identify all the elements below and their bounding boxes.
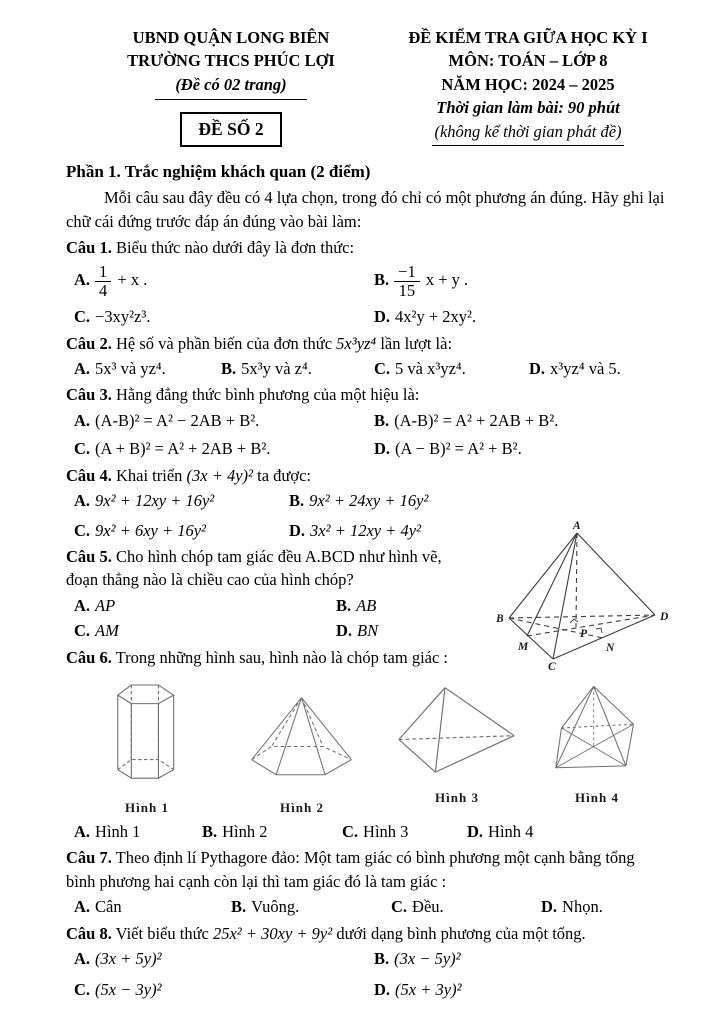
option-c	[391, 895, 541, 918]
question-6-figures	[72, 678, 667, 818]
exam-year: NĂM HỌC: 2024 – 2025	[441, 74, 615, 94]
fraction-denominator: 15	[398, 281, 416, 301]
exam-duration: Thời gian làm bài: 90 phút	[436, 98, 620, 118]
option-label: A.	[74, 595, 91, 615]
question-5-options	[74, 594, 474, 643]
option-text: (3x + 5y)²	[95, 949, 162, 969]
option-label: C.	[74, 307, 91, 327]
vertex-label-d: D	[660, 610, 669, 623]
option-d	[374, 305, 667, 328]
option-text: (A − B)² = A² + B².	[395, 439, 522, 459]
option-label: D.	[374, 439, 391, 459]
option-label: C.	[391, 897, 408, 917]
question-number: Câu 7.	[66, 848, 112, 868]
question-number: Câu 5.	[66, 546, 112, 566]
fraction-numerator: 1	[95, 264, 111, 283]
tetrahedron-figure	[397, 680, 517, 776]
option-a	[74, 594, 336, 617]
option-label: B.	[221, 359, 237, 378]
question-1	[66, 236, 667, 329]
figure-hinh-3	[382, 680, 532, 808]
question-8-stem	[66, 922, 667, 945]
figure-caption: Hình 1	[125, 800, 169, 816]
option-a	[74, 489, 289, 512]
figure-caption: Hình 2	[280, 800, 324, 816]
question-number: Câu 2.	[66, 333, 112, 353]
option-label: C.	[74, 621, 91, 641]
question-math: (3x + 4y)²	[186, 465, 253, 485]
question-8	[66, 922, 667, 1002]
option-a	[74, 357, 221, 380]
option-c	[74, 619, 336, 642]
option-text: −3xy²z³.	[95, 307, 151, 327]
option-text: Đều.	[412, 897, 444, 917]
question-2-options	[74, 357, 667, 380]
question-7-stem	[66, 846, 667, 893]
question-math: 25x² + 30xy + 9y²	[212, 923, 333, 943]
option-label: A.	[74, 949, 91, 969]
option-d	[467, 820, 667, 843]
part1-intro: Mỗi câu sau đây đều có 4 lựa chọn, trong đó chỉ có một phương án đúng. Hãy ghi lại chữ cái đứng trước đáp án đúng vào bài làm:	[66, 188, 665, 231]
question-8-options	[74, 947, 667, 1002]
option-b	[336, 594, 474, 617]
option-label: B.	[231, 897, 247, 917]
option-d	[374, 978, 667, 1001]
option-c	[74, 305, 374, 328]
figure-hinh-2	[222, 692, 382, 818]
question-3-stem	[66, 383, 667, 406]
option-label: D.	[541, 897, 558, 917]
question-2	[66, 332, 667, 381]
exam-code-row	[106, 100, 356, 147]
option-d	[336, 619, 474, 642]
question-6-options	[74, 820, 667, 843]
question-1-options	[74, 262, 667, 329]
option-text: Hình 3	[363, 821, 409, 841]
option-label: B.	[289, 491, 305, 511]
option-b	[221, 357, 374, 380]
option-text: AP	[95, 595, 116, 615]
vertex-label-p: P	[580, 627, 588, 640]
question-7	[66, 846, 667, 918]
question-3	[66, 383, 667, 460]
school-name: TRƯỜNG THCS PHÚC LỢI	[127, 51, 335, 71]
exam-code-box: ĐỀ SỐ 2	[180, 112, 281, 147]
option-label: D.	[289, 520, 306, 540]
option-text: AM	[95, 621, 119, 641]
option-label: C.	[74, 520, 91, 540]
question-text: lần lượt là:	[380, 333, 453, 353]
option-text: Cân	[95, 897, 122, 917]
option-text: Hình 2	[222, 821, 268, 841]
option-text: 4x²y + 2xy².	[395, 307, 477, 327]
question-4-stem	[66, 464, 667, 487]
school-board: UBND QUẬN LONG BIÊN	[132, 28, 330, 47]
option-label: B.	[202, 821, 218, 841]
hexagonal-prism-figure	[111, 678, 183, 786]
exam-title: ĐỀ KIỂM TRA GIỮA HỌC KỲ I	[408, 28, 648, 47]
option-b	[374, 947, 667, 970]
option-label: B.	[374, 949, 390, 969]
question-number: Câu 1.	[66, 238, 112, 258]
square-pyramid-figure	[552, 680, 642, 776]
question-text: Khai triển	[115, 465, 183, 485]
header-left-block	[106, 26, 356, 147]
option-text: Hình 4	[488, 821, 534, 841]
option-label: B.	[336, 595, 352, 615]
vertex-label-n: N	[606, 641, 615, 654]
option-label: C.	[374, 359, 391, 378]
option-a	[74, 262, 374, 301]
option-d	[529, 357, 667, 380]
vertex-label-a: A	[573, 519, 581, 532]
option-d	[374, 437, 667, 460]
option-text: 5x³ và yz⁴.	[95, 359, 166, 378]
option-label: C.	[342, 821, 359, 841]
option-a	[74, 409, 374, 432]
question-text: Cho hình chóp tam giác đều A.BCD như hình vẽ, đoạn thẳng nào là chiều cao của hình chóp?	[66, 546, 442, 590]
option-d	[541, 895, 667, 918]
question-text: Viết biểu thức	[115, 923, 209, 943]
option-label: D.	[467, 821, 484, 841]
option-text: 3x² + 12xy + 4y²	[310, 520, 422, 540]
question-number: Câu 8.	[66, 923, 112, 943]
hexagonal-pyramid-figure	[247, 692, 357, 786]
option-text: 9x² + 12xy + 16y²	[95, 491, 215, 511]
option-b	[202, 820, 342, 843]
question-text: ta được:	[257, 465, 311, 485]
option-label: D.	[374, 307, 391, 327]
option-text: BN	[357, 621, 379, 641]
fraction-numerator: −1	[394, 264, 420, 283]
question-text: dưới dạng bình phương của một tổng.	[336, 923, 586, 943]
fraction-denominator: 4	[99, 281, 108, 301]
option-text: + x .	[117, 269, 148, 289]
question-number: Câu 6.	[66, 647, 112, 667]
pyramid-figure	[493, 519, 671, 671]
question-5-stem	[66, 545, 464, 592]
option-label: A.	[74, 821, 91, 841]
option-b	[231, 895, 391, 918]
option-text: (A + B)² = A² + 2AB + B².	[95, 439, 271, 459]
option-label: D.	[529, 359, 546, 378]
option-label: D.	[374, 980, 391, 1000]
option-b	[374, 262, 667, 301]
question-3-options	[74, 409, 667, 461]
option-label: A.	[74, 410, 91, 430]
question-text: Biểu thức nào dưới đây là đơn thức:	[115, 238, 355, 258]
option-text: (5x − 3y)²	[95, 980, 162, 1000]
figure-caption: Hình 4	[575, 790, 619, 806]
option-c	[342, 820, 467, 843]
question-text: Hằng đẳng thức bình phương của một hiệu là:	[115, 385, 420, 405]
figure-hinh-1	[72, 678, 222, 818]
option-b	[289, 489, 667, 512]
option-label: A.	[74, 269, 91, 289]
exam-header	[66, 26, 667, 147]
question-6	[66, 646, 667, 844]
option-label: A.	[74, 897, 91, 917]
option-text: (5x + 3y)²	[395, 980, 462, 1000]
vertex-label-b: B	[496, 612, 504, 625]
option-a	[74, 895, 231, 918]
option-text: (A-B)² = A² − 2AB + B².	[95, 410, 260, 430]
exam-subject: MÔN: TOÁN – LỚP 8	[448, 51, 608, 71]
duration-note-row	[389, 120, 667, 146]
header-right-block	[389, 26, 667, 146]
pages-note-row	[106, 73, 356, 100]
question-2-stem	[66, 332, 667, 355]
option-c	[74, 437, 374, 460]
option-text: (A-B)² = A² + 2AB + B².	[394, 410, 559, 430]
question-1-stem	[66, 236, 667, 259]
vertex-label-m: M	[518, 640, 529, 653]
fraction	[394, 261, 420, 301]
figure-caption: Hình 3	[435, 790, 479, 806]
option-c	[74, 978, 374, 1001]
option-label: A.	[74, 491, 91, 511]
option-c	[74, 519, 289, 542]
option-text: AB	[356, 595, 377, 615]
option-a	[74, 947, 374, 970]
vertex-label-c: C	[548, 660, 556, 671]
option-label: D.	[336, 621, 353, 641]
option-text: (3x − 5y)²	[394, 949, 461, 969]
option-label: B.	[374, 269, 390, 289]
question-number: Câu 3.	[66, 385, 112, 405]
question-text: Trong những hình sau, hình nào là chóp tam giác :	[115, 647, 449, 667]
question-7-options	[74, 895, 667, 918]
option-text: Vuông.	[251, 897, 300, 917]
option-text: 9x² + 24xy + 16y²	[309, 491, 429, 511]
option-label: C.	[74, 439, 91, 459]
question-text: Hệ số và phần biến của đơn thức	[115, 333, 333, 353]
figure-hinh-4	[532, 680, 662, 808]
option-text: 5 và x³yz⁴.	[395, 359, 466, 378]
part1-title: Phần 1. Trắc nghiệm khách quan (2 điểm)	[66, 162, 371, 182]
pages-note: (Đề có 02 trang)	[155, 73, 306, 100]
option-text: Nhọn.	[562, 897, 603, 917]
question-number: Câu 4.	[66, 465, 112, 485]
fraction	[95, 261, 111, 301]
exam-duration-note: (không kể thời gian phát đề)	[432, 120, 623, 146]
option-b	[374, 409, 667, 432]
option-text: 9x² + 6xy + 16y²	[95, 520, 207, 540]
question-text: Theo định lí Pythagore đảo: Một tam giác có bình phương một cạnh bằng tổng bình phương hai cạnh còn lại thì tam giác đó là tam giác :	[66, 848, 635, 891]
option-a	[74, 820, 202, 843]
option-text: x + y .	[425, 269, 469, 289]
option-label: A.	[74, 359, 91, 378]
option-label: C.	[74, 980, 91, 1000]
option-c	[374, 357, 529, 380]
option-text: Hình 1	[95, 821, 141, 841]
option-text: 5x³y và z⁴.	[241, 359, 312, 378]
question-math: 5x³yz⁴	[336, 333, 377, 353]
option-label: B.	[374, 410, 390, 430]
option-text: x³yz⁴ và 5.	[550, 359, 621, 378]
